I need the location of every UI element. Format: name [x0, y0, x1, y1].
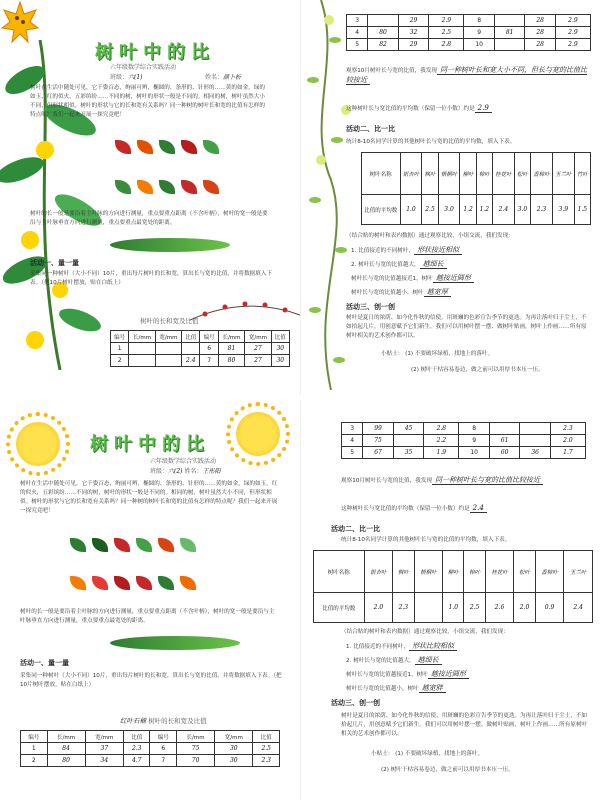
table-cell: 2.0 [514, 593, 535, 623]
red-leaf-icon [114, 538, 130, 552]
table-cell: 28 [525, 15, 556, 27]
table-cell: 4 [342, 435, 363, 447]
compare-table [361, 152, 591, 225]
table-cell: 28 [525, 27, 556, 39]
table-cell: 2.5 [422, 195, 438, 225]
maple-leaf-icon [0, 0, 40, 45]
table-caption: 树叶的长和宽及比值 [140, 317, 199, 325]
table-cell: 2.5 [253, 743, 280, 755]
table-row [347, 15, 591, 27]
table-cell: 36 [520, 447, 551, 459]
table-cell: 2.8 [429, 39, 464, 51]
observe-answer: 同一种树叶长和宽大小不同，但长与宽的比值比较接近 [346, 66, 588, 84]
table-cell: 2.3 [550, 423, 585, 435]
table-header: 桂花叶 [485, 551, 514, 593]
table-cell: 2.9 [555, 27, 590, 39]
table-cell: 9 [464, 27, 495, 39]
green-leaf-icon [203, 140, 219, 154]
table-header: 桂花叶 [492, 153, 514, 195]
table-cell: 75 [363, 435, 394, 447]
table-cell: 10 [464, 39, 495, 51]
table-row [347, 39, 591, 51]
table-cell: 80 [368, 27, 399, 39]
table-cell: 30 [215, 743, 253, 755]
table-row [347, 27, 591, 39]
table-cell: 35 [393, 447, 424, 459]
table-cell: 2.0 [550, 435, 585, 447]
table-cell: 30 [215, 755, 253, 767]
table-header: 枫叶 [393, 551, 414, 593]
table-header: 樟叶 [464, 551, 485, 593]
average-answer: 2.9 [475, 104, 492, 113]
table-header: 樟叶 [476, 153, 492, 195]
table-cell [155, 355, 181, 367]
table-cell [489, 423, 520, 435]
leaf-row-1 [70, 538, 196, 552]
table-cell: 80 [218, 355, 244, 367]
table-cell: 2.9 [555, 39, 590, 51]
table-row [362, 195, 591, 225]
table-cell: 2.4 [182, 355, 200, 367]
table-header: 比值 [253, 731, 280, 743]
table-cell: 60 [489, 447, 520, 459]
table-cell: 4 [347, 27, 368, 39]
compare-table-2 [313, 550, 593, 623]
table-cell: 81 [218, 343, 244, 355]
green-leaf-icon [159, 180, 175, 194]
activity3-heading: 活动三、创一创 [346, 303, 395, 311]
table-cell: 3 [342, 423, 363, 435]
table-cell: 1.9 [424, 447, 459, 459]
finding-2: 2. 树叶长与宽的比值越大， 越细长 [351, 260, 591, 270]
table-cell: 1.2 [476, 195, 492, 225]
table-header: 编号 [21, 731, 48, 743]
table-header: 香樟叶 [531, 153, 553, 195]
table-header: 宽/mm [245, 331, 271, 343]
intro-paragraph: 树叶在生活中随处可见，它千姿百态，绚丽可辨，椭圆的、条形的、针形的……黄的如金，绿的如玉，红的似火，五彩缤纷……不同的树，树叶的形状一般是不同的。相同的树，树叶虽然大小不同，但形状相似。树叶的形状与它的长和宽有关系吗？同一种树的树叶长和宽的比值有怎样的特点呢？我们一起来开展一探究竟吧！ [30, 85, 265, 118]
average-prompt: 这种树叶长与宽比值的平均数（保留一位小数）约是 2.4 [341, 504, 591, 514]
table-cell: 2.0 [364, 593, 393, 623]
table-row [21, 743, 280, 755]
table-header: 长/mm [47, 731, 85, 743]
table-cell: 1.2 [460, 195, 476, 225]
orange-leaf-icon [137, 180, 153, 194]
class-value: 六(1) [128, 74, 143, 81]
table-header-row [21, 731, 280, 743]
red-leaf-icon [115, 140, 131, 154]
table-header: 梧桐叶 [414, 551, 443, 593]
table-cell: 6 [200, 343, 218, 355]
table-cell: 99 [363, 423, 394, 435]
table-cell: 29 [398, 15, 429, 27]
table-cell: 6 [150, 743, 177, 755]
table-cell: 0.9 [535, 593, 564, 623]
observe-prompt: 观察10月树叶长与宽的比值，我发现 同一种树叶长与宽的比值比较接近 [341, 476, 591, 486]
orange-leaf-icon [137, 140, 153, 154]
measure-table-2-cont [341, 422, 586, 459]
table-header-row [362, 153, 591, 195]
table-header: 编号 [200, 331, 218, 343]
tip-2: (2) 树叶干枯容易卷边，做之前可以用厚书本压一压。 [411, 367, 544, 373]
finding-1-answer: 形状接近相似 [414, 246, 462, 255]
table-cell: 2 [111, 355, 129, 367]
table-row [342, 435, 586, 447]
table-cell: 2.5 [429, 27, 464, 39]
table-cell: 7 [200, 355, 218, 367]
activity3-text: 树叶是夏日的浓荫、如今化作秋的信使，用斑斓的色彩宣告季节的更迭。为再让落叶归于尘土，不如拾起几片，用创意赋予它们新生。我们可以用树叶摆一摆、做树叶贴画，树叶上作画……所有原树叶相关的艺术创作都可以。 [341, 713, 588, 737]
green-leaf-icon [115, 180, 131, 194]
finding-3: 树叶长与宽的比值越接近1，树叶 越接近圆形 [346, 670, 591, 680]
table-cell: 2.4 [564, 593, 593, 623]
name-value: 王彤阳 [202, 468, 221, 475]
table-cell: 1 [21, 743, 48, 755]
table-row-label: 比值的平均数 [314, 593, 365, 623]
table-cell: 2.9 [429, 15, 464, 27]
green-leaf-icon [159, 140, 175, 154]
table-cell: 80 [47, 755, 85, 767]
sun-icon [236, 412, 280, 456]
table-cell: 1.0 [400, 195, 422, 225]
table-cell: 2.6 [485, 593, 514, 623]
sun-icon [16, 422, 60, 466]
table-cell: 4.7 [123, 755, 150, 767]
table-cell: 37 [85, 743, 123, 755]
class-label: 班级：六(1) [110, 74, 143, 81]
table-cell: 2.3 [123, 743, 150, 755]
table-cell: 67 [363, 447, 394, 459]
green-leaf-icon [92, 538, 108, 552]
table-cell: 3 [347, 15, 368, 27]
table-cell: 30 [271, 343, 289, 355]
green-leaf-icon [136, 538, 152, 552]
table-cell: 2.4 [492, 195, 514, 225]
table-header: 树叶名称 [314, 551, 365, 593]
page-title: 树叶中的比 [90, 434, 210, 455]
table-cell: 1.0 [443, 593, 464, 623]
finding-2-answer: 越细长 [415, 656, 442, 665]
activity3-text: 树叶是夏日的浓荫、如今化作秋的信使，用斑斓的色彩宣告季节的更迭。为再让落叶归于尘土，不如拾起几片，用创意赋予它们新生。我们可以用树叶摆一摆、做树叶贴画，树叶上作画……所有原树叶相关的艺术创作都可以。 [346, 315, 587, 339]
worksheet-page-1 [0, 0, 300, 412]
table-row-label: 比值的平均数 [362, 195, 401, 225]
table-cell: 5 [347, 39, 368, 51]
table-cell: 10 [459, 447, 490, 459]
long-leaf-illustration [110, 238, 230, 252]
table-cell: 1 [111, 343, 129, 355]
observe-prompt: 观察10月树叶长与宽的比值，我发现 同一种树叶长和宽大小不同，但长与宽的比值比较接近 [346, 66, 588, 84]
class-label: 班级：六(2) 姓名：王彤阳 [150, 468, 221, 475]
table-caption: 红叶石楠 树叶的长和宽及比值 [120, 717, 207, 725]
table-row [111, 355, 290, 367]
table-header-row [314, 551, 593, 593]
table-header: 柳叶 [443, 551, 464, 593]
table-cell: 1.7 [550, 447, 585, 459]
activity1-heading: 活动一、量一量 [20, 659, 69, 667]
table-cell: 5 [342, 447, 363, 459]
finding-2-answer: 越细长 [420, 260, 447, 269]
worksheet-page-3 [0, 400, 300, 800]
measure-table-1 [110, 330, 290, 367]
table-cell [494, 15, 525, 27]
activity2-text: 统计8-10名同学计算的其他树叶长与宽的比值的平均数，填入下表。 [346, 139, 516, 145]
table-row [111, 343, 290, 355]
table-cell: 75 [176, 743, 214, 755]
tip-1: 小贴士： (1) 不要破坏绿植，找地上的落叶。 [381, 351, 494, 357]
red-leaf-icon [136, 576, 152, 590]
table-header: 宽/mm [155, 331, 181, 343]
table-cell: 30 [271, 355, 289, 367]
table-cell: 2.3 [253, 755, 280, 767]
table-header: 长/mm [218, 331, 244, 343]
table-header: 枫叶 [422, 153, 438, 195]
green-leaf-icon [158, 576, 174, 590]
table-header: 树叶名称 [362, 153, 401, 195]
table-header: 梧桐叶 [438, 153, 460, 195]
leaf-row-1 [115, 140, 219, 154]
finding-4: 树叶长与宽的比值越小，树叶 越宽厚 [351, 288, 591, 298]
table-cell: 7 [150, 755, 177, 767]
table-cell: 2.5 [464, 593, 485, 623]
table-header-row [111, 331, 290, 343]
table-cell [129, 343, 155, 355]
table-cell: 2 [21, 755, 48, 767]
orange-leaf-icon [158, 538, 174, 552]
table-cell: 34 [85, 755, 123, 767]
table-header: 竹叶 [574, 153, 590, 195]
table-cell [155, 343, 181, 355]
finding-4: 树叶长与宽的比值越小，树叶 越宽胖 [346, 684, 591, 694]
table-header: 长/mm [176, 731, 214, 743]
activity1-text: 采集同一种树叶（大小不同）10片，重出每片树叶的长和宽，算出长与宽的比值，并将数据填入下表。（把10片树叶摆放，贴在白纸上） [20, 673, 282, 688]
page-title: 树叶中的比 [95, 42, 215, 63]
finding-1: 1. 比值接近的不同树叶， 形状接近相似 [351, 246, 591, 256]
table-cell: 28 [525, 39, 556, 51]
table-header: 松叶 [514, 153, 530, 195]
average-answer: 2.4 [470, 504, 487, 513]
table-cell: 27 [245, 343, 271, 355]
table-header: 玉兰叶 [552, 153, 574, 195]
table-cell: 27 [245, 355, 271, 367]
finding-3: 树叶长与宽的比值越接近1，树叶 越接近圆形 [351, 274, 591, 284]
table-cell: 3.0 [514, 195, 530, 225]
table-header: 比值 [182, 331, 200, 343]
table-cell: 2.9 [555, 15, 590, 27]
finding-1-answer: 形状比较相似 [409, 642, 457, 651]
leaf-row-2 [115, 180, 219, 194]
activity2-text: 统计8-10名同学计算的其他树叶长与宽的比值的平均数，填入下表。 [341, 537, 511, 543]
orange-leaf-icon [203, 180, 219, 194]
subtitle: 六年级数学综合实践活动 [150, 458, 217, 465]
finding-1: 1. 比值接近的不同树叶， 形状比较相似 [346, 642, 591, 652]
leaf-row-2 [70, 576, 196, 590]
table-row [314, 593, 593, 623]
table-cell [368, 15, 399, 27]
green-leaf-icon [70, 538, 86, 552]
discuss-text: （结合贴的树叶和表内数据）通过观察比较，小组交流，我们发现： [346, 233, 514, 239]
table-cell: 8 [464, 15, 495, 27]
table-cell: 84 [47, 743, 85, 755]
red-leaf-icon [181, 140, 197, 154]
table-cell: 29 [398, 39, 429, 51]
table-header: 香樟叶 [535, 551, 564, 593]
measure-table-1-cont [346, 14, 591, 51]
table-cell [129, 355, 155, 367]
table-cell: 3.9 [552, 195, 574, 225]
table-cell: 9 [459, 435, 490, 447]
activity1-heading: 活动一、量一量 [30, 259, 79, 267]
berry-sprig-icon [190, 290, 300, 330]
finding-4-answer: 越宽胖 [419, 684, 446, 693]
intro-paragraph: 树叶在生活中随处可见，它千姿百态，绚丽可辨，椭圆的、条形的、针形的……黄的如金，绿的如玉，红的似火，五彩缤纷……不同的树，树叶的形状一般是不同的。相同的树，树叶虽然大小不同，但形状相似。树叶的形状与它的长和宽有关系吗？同一种树的树叶长和宽的比值有怎样的特点呢？我们一起来开展一探究竟吧！ [20, 481, 278, 514]
tip-1: 小贴士： (1) 不要破坏绿植，找地上的落叶。 [371, 751, 484, 757]
table-cell [414, 593, 443, 623]
observe-answer: 同一种树叶长与宽的比值比较接近 [432, 476, 543, 485]
table-cell: 45 [393, 423, 424, 435]
table-cell: 2.3 [393, 593, 414, 623]
table-cell: 32 [398, 27, 429, 39]
table-header: 比值 [271, 331, 289, 343]
finding-4-answer: 越宽厚 [424, 288, 451, 297]
subtitle: 六年级数学综合实践活动 [110, 64, 177, 71]
table-cell: 1.5 [574, 195, 590, 225]
class-value: 六(2) [168, 468, 183, 475]
table-cell: 2.2 [424, 435, 459, 447]
activity3-heading: 活动三、创一创 [331, 699, 380, 707]
average-prompt: 这种树叶长与宽比值的平均数（保留一位小数）约是 2.9 [346, 104, 591, 114]
finding-3-answer: 越接近圆形 [433, 274, 474, 283]
table-cell: 3.0 [438, 195, 460, 225]
table-row [342, 423, 586, 435]
table-header: 银杏叶 [364, 551, 393, 593]
name-value: 颜卜析 [223, 74, 242, 81]
finding-3-answer: 越接近圆形 [428, 670, 469, 679]
table-cell: 2.3 [531, 195, 553, 225]
red-leaf-icon [181, 180, 197, 194]
table-cell: 2.8 [424, 423, 459, 435]
orange-leaf-icon [70, 576, 86, 590]
measure-table-2 [20, 730, 280, 767]
table-cell [520, 423, 551, 435]
name-label: 姓名：颜卜析 [205, 74, 242, 81]
table-header: 长/mm [129, 331, 155, 343]
worksheet-page-2 [300, 0, 600, 395]
table-header: 柳叶 [460, 153, 476, 195]
table-cell: 70 [176, 755, 214, 767]
green-leaf-icon [180, 538, 196, 552]
table-header: 银杏叶 [400, 153, 422, 195]
table-cell: 81 [494, 27, 525, 39]
red-leaf-icon [114, 576, 130, 590]
orange-leaf-icon [180, 576, 196, 590]
long-leaf-illustration [110, 636, 240, 650]
table-cell [393, 435, 424, 447]
table-row [342, 447, 586, 459]
table-cell [182, 343, 200, 355]
discuss-text: （结合贴的树叶和表内数据）通过观察比较，小组交流，我们发现： [341, 629, 509, 635]
measure-paragraph: 树叶的长一般是要沿着主叶脉的方向进行测量，重点要重点距离（不含叶柄），树叶的宽一般是要沿与主叶脉垂直方向进行测量，重点要重点最宽处的距离。 [30, 211, 268, 226]
activity2-heading: 活动二、比一比 [346, 125, 395, 133]
finding-2: 2. 树叶长与宽的比值越大， 越细长 [346, 656, 591, 666]
worksheet-page-4 [300, 400, 600, 800]
table-header: 松叶 [514, 551, 535, 593]
table-cell: 82 [368, 39, 399, 51]
measure-paragraph: 树叶的长一般是要沿着主叶脉的方向进行测量，重点要重点距离（不含叶柄），树叶的宽一般是要沿与主叶脉垂直方向进行测量，重点要重点最宽处的距离。 [20, 609, 275, 624]
table-cell [494, 39, 525, 51]
table-header: 编号 [111, 331, 129, 343]
table-header: 玉兰叶 [564, 551, 593, 593]
table-cell [520, 435, 551, 447]
activity2-heading: 活动二、比一比 [331, 525, 380, 533]
table-header: 宽/mm [215, 731, 253, 743]
activity1-text: 采集同一种树叶（大小不同）10片，重出每片树叶的长和宽，算出长与宽的比值，并将数据填入下表。（把10片树叶摆放，贴在白纸上） [30, 271, 273, 286]
table-cell: 61 [489, 435, 520, 447]
table-row [21, 755, 280, 767]
table-header: 比值 [123, 731, 150, 743]
table-cell: 8 [459, 423, 490, 435]
table-header: 宽/mm [85, 731, 123, 743]
tip-2: (2) 树叶干枯容易卷边，做之前可以用厚书本压一压。 [381, 767, 514, 773]
red-leaf-icon [92, 576, 108, 590]
table-header: 编号 [150, 731, 177, 743]
